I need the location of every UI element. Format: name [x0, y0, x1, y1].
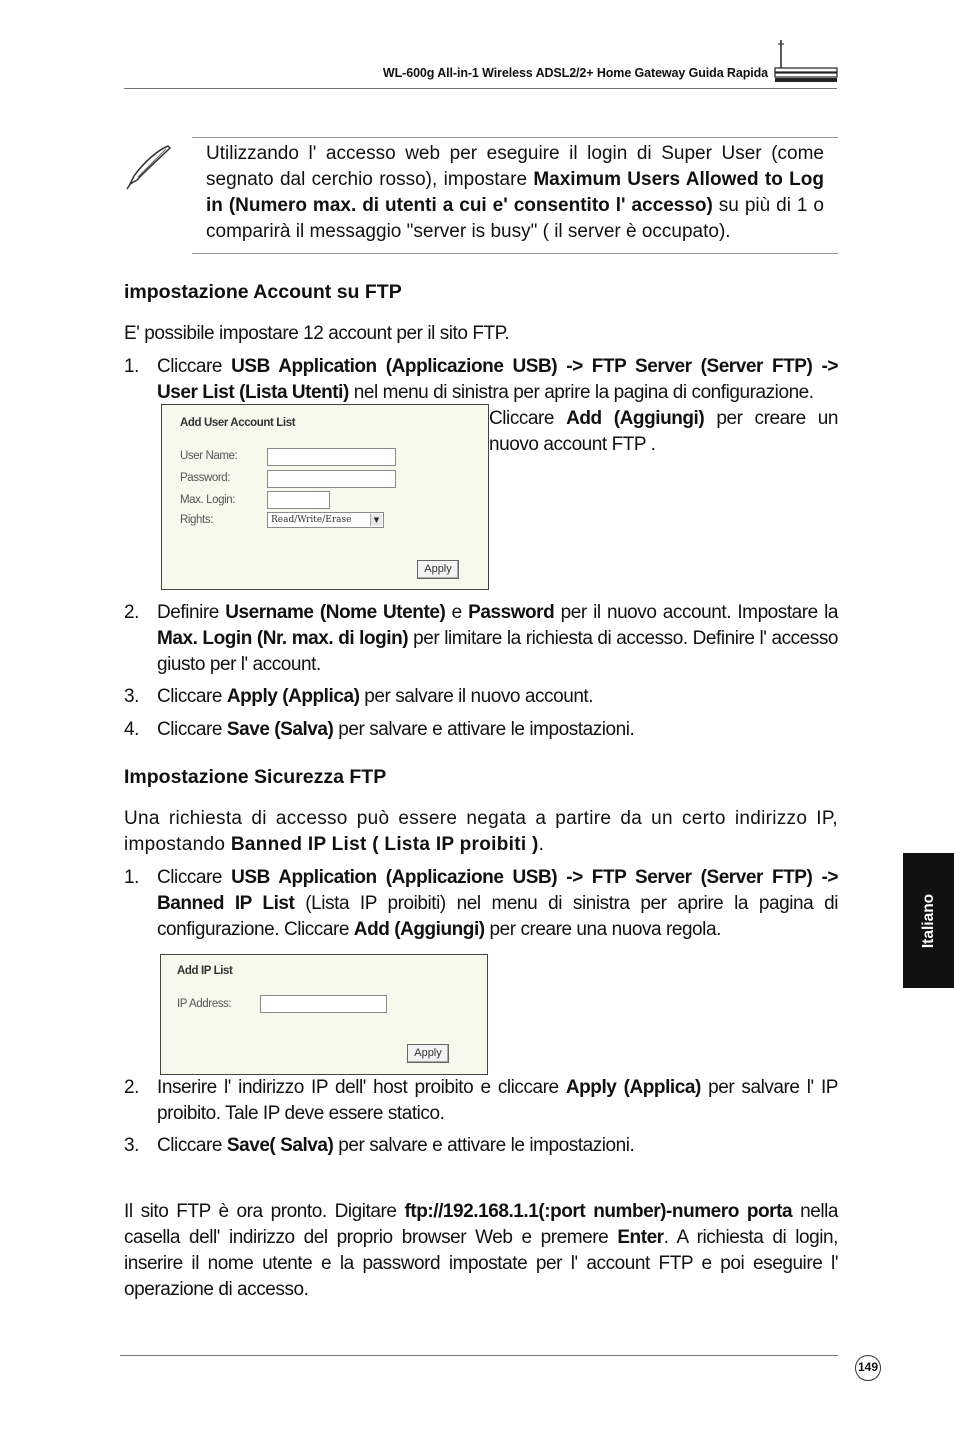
section1-step1-text: Cliccare USB Application (Applicazione USB) -> FTP Server (Server FTP) -> User List (Lista Utenti) nel menu di sinistra per aprire la pagina di configurazione. — [157, 356, 838, 403]
section2-step3-text: Cliccare Save( Salva) per salvare e attivare le impostazioni. — [157, 1135, 635, 1156]
user-name-input[interactable] — [267, 448, 396, 466]
page-number: 149 — [855, 1355, 881, 1381]
section2-step1-text: Cliccare USB Application (Applicazione USB) -> FTP Server (Server FTP) -> Banned IP List (Lista IP proibiti) nel menu di sinistra per aprire la pagina di configurazione. Cliccare Add (Aggiungi) per creare una nuova regola. — [157, 867, 838, 940]
user-name-label: User Name: — [180, 450, 238, 462]
section1-step3-text: Cliccare Apply (Applica) per salvare il nuovo account. — [157, 686, 594, 707]
note-top-rule — [192, 137, 838, 138]
section2-intro: Una richiesta di accesso può essere negata a partire da un certo indirizzo IP, impostando Banned IP List ( Lista IP proibiti ). — [124, 808, 838, 855]
pen-note-icon — [122, 142, 174, 192]
shot-title: Add IP List — [177, 965, 233, 977]
add-ip-list-screenshot — [160, 954, 488, 1075]
running-header: WL-600g All-in-1 Wireless ADSL2/2+ Home Gateway Guida Rapida — [382, 66, 768, 80]
section2-step2-text: Inserire l' indirizzo IP dell' host proibito e cliccare Apply (Applica) per salvare l' IP proibito. Tale IP deve essere statico. — [157, 1077, 839, 1124]
ip-address-input[interactable] — [260, 995, 387, 1013]
chevron-down-icon: ▼ — [370, 514, 382, 526]
ip-address-label: IP Address: — [177, 998, 232, 1010]
section1-step4-text: Cliccare Save (Salva) per salvare e attivare le impostazioni. — [157, 719, 635, 740]
footer-divider — [120, 1355, 838, 1356]
step-number: 1. — [124, 867, 139, 888]
step-number: 3. — [124, 686, 139, 707]
apply-button[interactable]: Apply — [407, 1044, 449, 1063]
shot-title: Add User Account List — [180, 417, 296, 429]
step-number: 1. — [124, 356, 139, 377]
language-tab — [903, 853, 954, 988]
step-number: 3. — [124, 1135, 139, 1156]
rights-label: Rights: — [180, 514, 213, 526]
max-login-input[interactable] — [267, 491, 330, 509]
step-number: 2. — [124, 1077, 139, 1098]
router-logo-icon — [772, 38, 840, 84]
section1-step1-add-text: Cliccare Add (Aggiungi) per creare un nuovo account FTP . — [489, 408, 838, 455]
max-login-label: Max. Login: — [180, 494, 236, 506]
note-bottom-rule — [192, 253, 838, 254]
section1-step2-text: Definire Username (Nome Utente) e Password per il nuovo account. Impostare la Max. Login (Nr. max. di login) per limitare la richiesta di accesso. Definire l' accesso giusto per l' account. — [157, 602, 839, 675]
closing-paragraph: Il sito FTP è ora pronto. Digitare ftp://192.168.1.1(:port number)-numero porta nella casella dell' indirizzo del proprio browser Web e premere Enter. A richiesta di login, inserire il nome utente e la password impostate per l' account FTP e poi eseguire l' operazione di accesso. — [124, 1201, 838, 1300]
password-label: Password: — [180, 472, 231, 484]
rights-select-value: Read/Write/Erase — [271, 515, 352, 525]
rights-select[interactable] — [267, 512, 384, 528]
header-divider — [124, 88, 837, 89]
add-user-account-screenshot — [161, 404, 489, 590]
language-tab-label: Italiano — [919, 893, 937, 948]
apply-button[interactable]: Apply — [417, 560, 459, 579]
section-heading-ftp-security: Impostazione Sicurezza FTP — [124, 766, 387, 788]
step-number: 2. — [124, 602, 139, 623]
section1-intro: E' possibile impostare 12 account per il sito FTP. — [124, 323, 510, 344]
password-input[interactable] — [267, 470, 396, 488]
note-text: Utilizzando l' accesso web per eseguire il login di Super User (come segnato dal cerchio rosso), impostare Maximum Users Allowed to Log in (Numero max. di utenti a cui e' consentito l' accesso) su più di 1 o comparirà il messaggio "server is busy" ( il server è occupato). — [206, 143, 824, 242]
step-number: 4. — [124, 719, 139, 740]
section-heading-ftp-account: impostazione Account su FTP — [124, 281, 402, 303]
